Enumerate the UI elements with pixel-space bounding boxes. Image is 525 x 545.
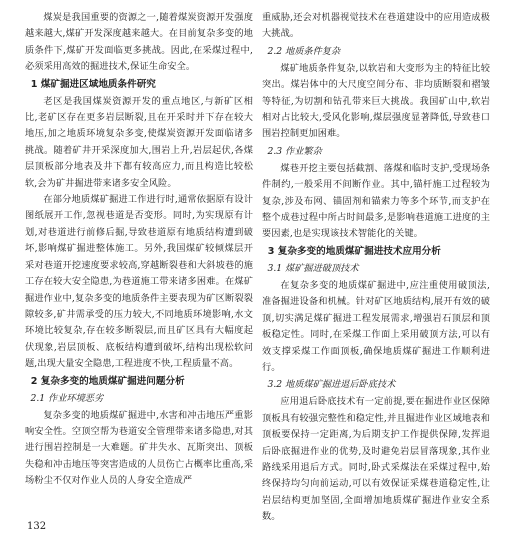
subsection-2-3-paragraph: 煤巷开挖主要包括截割、落煤和临时支护,受现场条件制约,一般采用不间断作业。其中,锚杆施工过程较为复杂,涉及布网、锚固剂和锚索力等多个环节,而支护在整个成巷过程中所占时间最多,是影响巷道施工进度的主要因素,也是实现该技术智能化的关键。	[262, 162, 490, 240]
subsection-3-1-paragraph: 在复杂多变的地质煤矿掘进中,应注重使用破顶法,准备掘进设备和机械。针对矿区地质结构,展开有效的破顶,切实满足煤矿掘进工程发展需求,增强岩石顶层和顶板稳定性。同时,在采煤工作面上采用破顶方法,可以有效支撑采煤工作面顶板,确保地质煤矿掘进工作顺利进行。	[262, 279, 490, 373]
subsection-2-2-paragraph: 煤矿地质条件复杂,以软岩和大变形为主的特征比较突出。煤岩体中的大尺度空间分布、非均质断裂和褶皱等特征,为切割和钻孔带来巨大挑战。我国矿山中,软岩相对占比较大,受风化影响,煤层强度显著降低,导致巷口围岩控制更加困难。	[262, 62, 490, 140]
page-number: 132	[27, 521, 47, 532]
right-column	[262, 10, 490, 526]
subsection-3-2-heading: 3.2 地质煤矿掘进退后卧底技术	[267, 379, 396, 391]
subsection-2-2-heading: 2.2 地质条件复杂	[267, 45, 341, 57]
intro-paragraph: 煤炭是我国重要的资源之一,随着煤炭资源开发强度越来越大,煤矿开发深度越来越大。在目前复杂多变的地质条件下,煤矿开发面临更多挑战。因此,在采煤过程中,必须采用高效的掘进技术,保证生命安全。	[25, 12, 253, 73]
section-1-paragraph-2: 在部分地质煤矿掘进工作进行时,通常依据原有设计图纸展开工作,忽视巷道是否变形。同时,为实现原有计划,对巷道进行前修后掘,导致巷道原有地质结构遭到破坏,影响煤矿掘进整体施工。另外,我国煤矿较倾煤层开采对巷道开挖速度要求较高,穿越断裂巷和大斜坡巷的施工存在较大安全隐患,为巷道施工带来诸多困难。在煤矿掘进作业中,复杂多变的地质条件主要表现为矿区断裂裂隙较多,矿井需承受的压力较大,不同地质环境影响,水文环境比较复杂,存在较多断裂层,而且矿区具有大幅度起伏现象,岩层顶板、底板结构遭到破坏,结构出现松软问题,出现大量安全隐患,工程进度不快,工程质量不高。	[25, 194, 253, 370]
section-2-heading: 2 复杂多变的地质煤矿掘进问题分析	[30, 375, 185, 387]
section-3-heading: 3 复杂多变的地质煤矿掘进技术应用分析	[267, 245, 441, 257]
section-1-paragraph-1: 老区是我国煤炭资源开发的重点地区,与新矿区相比,老矿区存在更多岩层断裂,且在开采时并下存在较大地压,加之地质环境复杂多变,使煤炭资源开发面临诸多挑战。随着矿井开采深度加大,围岩上升,岩层起伏,各煤层顶板部分地表及井下都有较高应力,而且构造比较松软,会为矿井掘进带来诸多安全风险。	[25, 95, 253, 189]
section-1-heading: 1 煤矿掘进区域地质条件研究	[30, 78, 156, 90]
subsection-2-3-heading: 2.3 作业繁杂	[267, 145, 322, 157]
subsection-3-2-paragraph: 应用退后卧底技术有一定前提,要在掘进作业区保障顶板具有较强完整性和稳定性,并且掘进作业区域地表和顶板要保持一定距离,为后期支护工作提供保障,发挥退后卧底掘进作业的优势,及时避免岩层冒落现象,其作业路线采用退后方式。同时,卧式采煤法在采煤过程中,始终保持均匀向前运动,可以有效保证采煤巷道稳定性,让岩层结构更加坚固,全面增加地质煤矿掘进作业安全系数。	[262, 396, 490, 523]
left-column	[25, 10, 253, 490]
subsection-3-1-heading: 3.1 煤矿掘进破顶技术	[267, 262, 359, 274]
subsection-2-1-heading: 2.1 作业环境恶劣	[30, 392, 104, 404]
subsection-2-1-paragraph-continued: 重威胁,还会对机器视觉技术在巷道建设中的应用造成极大挑战。	[262, 12, 490, 40]
subsection-2-1-paragraph: 复杂多变的地质煤矿掘进中,水害和冲击地压严重影响安全性。空顶空帮为巷道安全管理带来诸多隐患,对其进行围岩控制是一大难题。矿井失水、瓦斯突出、顶板失稳和冲击地压等突害造成的人员伤亡占概率比重高,采场粉尘不仅对作业人员的人身安全造成严	[25, 409, 253, 487]
